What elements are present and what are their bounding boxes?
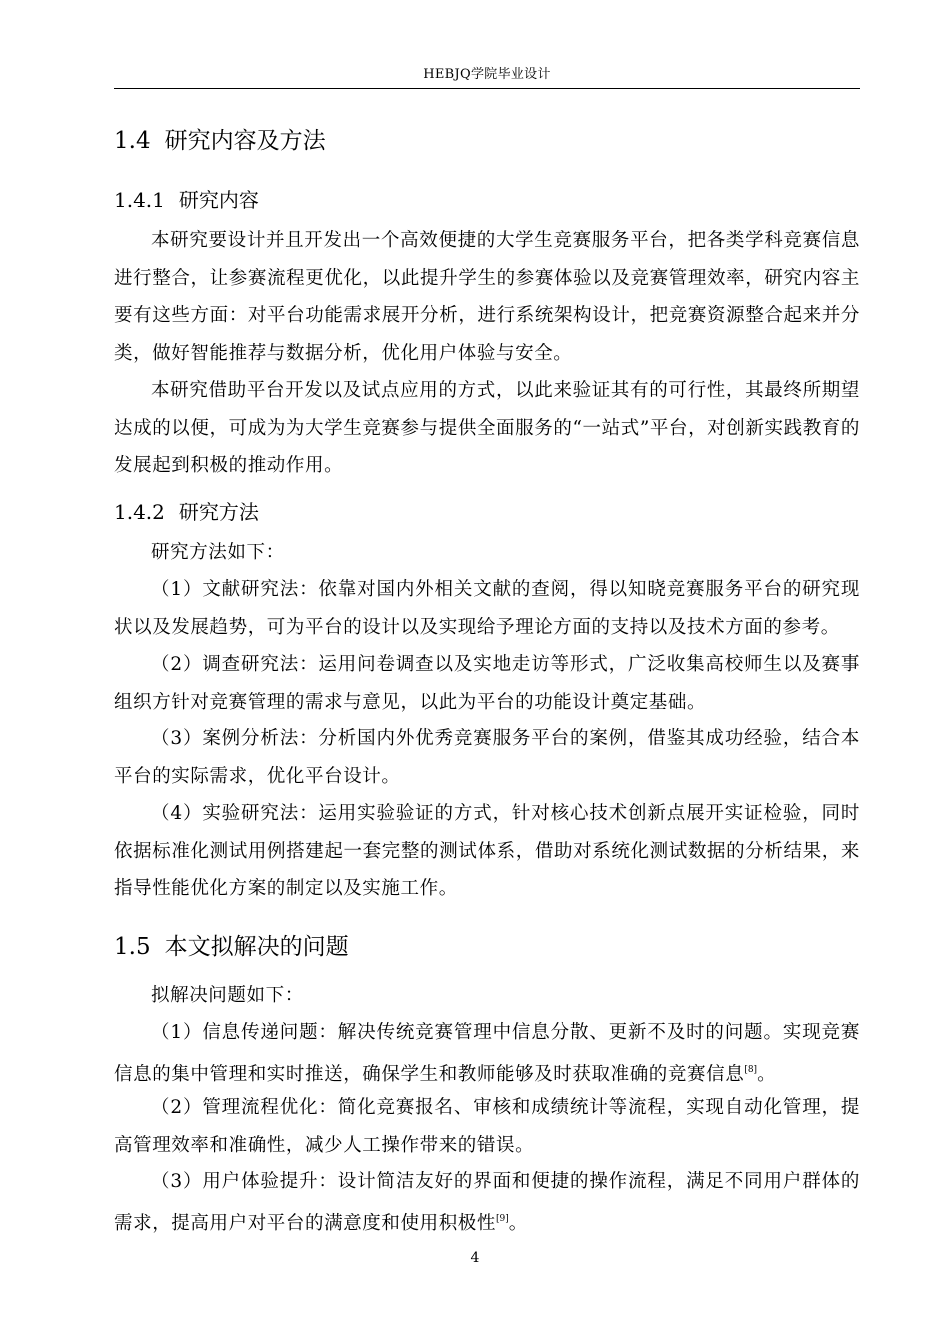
section-number: 1.4 xyxy=(114,128,151,154)
paragraph-research-goal: 本研究借助平台开发以及试点应用的方式，以此来验证其有的可行性，其最终所期望达成的以便，可成为为大学生竞赛参与提供全面服务的“一站式”平台，对创新实践教育的发展起到积极的推动作用。 xyxy=(114,380,860,476)
citation-ref: [9] xyxy=(496,1213,509,1224)
problem-text: （3）用户体验提升：设计简洁友好的界面和便捷的操作流程，满足不同用户群体的需求，提高用户对平台的满意度和使用积极性 xyxy=(114,1171,860,1234)
paragraph-method-literature: （1）文献研究法：依靠对国内外相关文献的查阅，得以知晓竞赛服务平台的研究现状以及发展趋势，可为平台的设计以及实现给予理论方面的支持以及技术方面的参考。 xyxy=(114,579,860,638)
subsection-heading-1-4-2 xyxy=(114,496,259,525)
paragraph-research-content: 本研究要设计并且开发出一个高效便捷的大学生竞赛服务平台，把各类学科竞赛信息进行整合，让参赛流程更优化，以此提升学生的参赛体验以及竞赛管理效率，研究内容主要有这些方面：对平台功能需求展开分析，进行系统架构设计，把竞赛资源整合起来并分类，做好智能推荐与数据分析，优化用户体验与安全。 xyxy=(114,230,860,364)
section-heading-1-4 xyxy=(114,122,326,155)
running-header: HEBJQ学院毕业设计 xyxy=(423,67,551,82)
subsection-title: 研究内容 xyxy=(178,188,259,212)
problem-text: （1）信息传递问题：解决传统竞赛管理中信息分散、更新不及时的问题。实现竞赛信息的集中管理和实时推送，确保学生和教师能够及时获取准确的竞赛信息 xyxy=(114,1022,860,1085)
header-divider xyxy=(114,88,860,89)
subsection-heading-1-4-1 xyxy=(114,184,259,213)
paragraph-method-survey: （2）调查研究法：运用问卷调查以及实地走访等形式，广泛收集高校师生以及赛事组织方针对竞赛管理的需求与意见，以此为平台的功能设计奠定基础。 xyxy=(114,654,860,713)
subsection-number: 1.4.1 xyxy=(114,188,165,212)
section-title: 本文拟解决的问题 xyxy=(164,934,349,960)
subsection-number: 1.4.2 xyxy=(114,500,165,524)
section-title: 研究内容及方法 xyxy=(164,128,326,154)
page-number: 4 xyxy=(470,1250,480,1266)
paragraph-problems-intro: 拟解决问题如下： xyxy=(151,985,304,1006)
paragraph-problem-experience xyxy=(114,1163,860,1242)
paragraph-method-case-study: （3）案例分析法：分析国内外优秀竞赛服务平台的案例，借鉴其成功经验，结合本平台的实际需求，优化平台设计。 xyxy=(114,728,860,787)
paragraph-problem-information xyxy=(114,1014,860,1093)
paragraph-methods-intro: 研究方法如下： xyxy=(151,542,285,563)
problem-text-end: 。 xyxy=(757,1063,777,1085)
paragraph-method-experiment: （4）实验研究法：运用实验验证的方式，针对核心技术创新点展开实证检验，同时依据标准化测试用例搭建起一套完整的测试体系，借助对系统化测试数据的分析结果，来指导性能优化方案的制定以及实施工作。 xyxy=(114,803,860,899)
problem-text-end: 。 xyxy=(508,1212,528,1234)
citation-ref: [8] xyxy=(744,1064,758,1075)
section-heading-1-5 xyxy=(114,928,349,961)
section-number: 1.5 xyxy=(114,934,151,960)
subsection-title: 研究方法 xyxy=(178,500,259,524)
paragraph-problem-workflow: （2）管理流程优化：简化竞赛报名、审核和成绩统计等流程，实现自动化管理，提高管理效率和准确性，减少人工操作带来的错误。 xyxy=(114,1097,860,1156)
